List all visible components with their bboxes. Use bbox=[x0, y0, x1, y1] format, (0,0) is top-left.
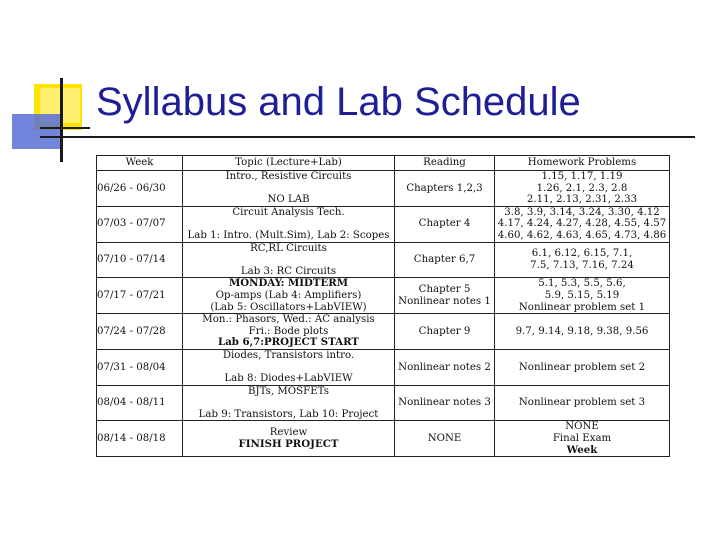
topic-line: Op-amps (Lab 4: Amplifiers) bbox=[215, 289, 362, 301]
week-text: 07/03 - 07/07 bbox=[97, 218, 166, 230]
slide-title: Syllabus and Lab Schedule bbox=[96, 80, 581, 124]
table-row bbox=[97, 242, 670, 278]
homework-line: Week bbox=[566, 444, 598, 456]
homework-line: 6.1, 6.12, 6.15, 7.1, bbox=[531, 248, 633, 260]
topic-line: MONDAY: MIDTERM bbox=[229, 278, 348, 290]
topic-cell bbox=[183, 242, 395, 278]
homework-cell bbox=[495, 421, 670, 457]
table-row bbox=[97, 278, 670, 314]
topic-line: Lab 1: Intro. (Mult.Sim), Lab 2: Scopes bbox=[187, 229, 390, 241]
reading-cell bbox=[395, 242, 495, 278]
reading-text: Nonlinear notes 3 bbox=[398, 397, 491, 409]
week-text: 08/14 - 08/18 bbox=[97, 433, 166, 445]
homework-line: Nonlinear problem set 2 bbox=[518, 361, 646, 373]
reading-cell bbox=[395, 206, 495, 242]
reading-text: NONE bbox=[427, 433, 462, 445]
topic-cell bbox=[183, 171, 395, 207]
week-text: 07/24 - 07/28 bbox=[97, 325, 166, 337]
week-cell bbox=[97, 385, 183, 421]
homework-line: 7.5, 7.13, 7.16, 7.24 bbox=[530, 259, 634, 271]
week-text: 07/31 - 08/04 bbox=[97, 361, 166, 373]
table-row bbox=[97, 349, 670, 385]
week-text: 07/17 - 07/21 bbox=[97, 289, 166, 301]
topic-cell bbox=[183, 385, 395, 421]
topic-cell bbox=[183, 421, 395, 457]
homework-line: 4.60, 4.62, 4.63, 4.65, 4.73, 4.86 bbox=[497, 229, 667, 241]
topic-line: BJTs, MOSFETs bbox=[248, 385, 329, 397]
reading-text: Chapter 9 bbox=[418, 325, 471, 337]
homework-line: 2.11, 2.13, 2.31, 2.33 bbox=[526, 194, 638, 206]
reading-cell bbox=[395, 278, 495, 314]
topic-line: Diodes, Transistors intro. bbox=[222, 349, 355, 361]
week-text: 07/10 - 07/14 bbox=[97, 254, 166, 266]
header-reading: Reading bbox=[395, 156, 495, 171]
homework-line: Nonlinear problem set 3 bbox=[518, 397, 646, 409]
decor-blue-square bbox=[12, 114, 62, 149]
topic-line: Mon.: Phasors, Wed.: AC analysis bbox=[202, 314, 375, 326]
topic-line: Review bbox=[269, 427, 308, 439]
topic-line: FINISH PROJECT bbox=[238, 438, 339, 450]
homework-line: 1.15, 1.17, 1.19 bbox=[541, 171, 623, 182]
reading-cell bbox=[395, 314, 495, 350]
topic-line: Fri.: Bode plots bbox=[248, 325, 329, 337]
topic-cell bbox=[183, 349, 395, 385]
topic-line: NO LAB bbox=[267, 194, 310, 206]
reading-text: Nonlinear notes 2 bbox=[398, 361, 491, 373]
table-row bbox=[97, 314, 670, 350]
header-homework: Homework Problems bbox=[495, 156, 670, 171]
table-row bbox=[97, 171, 670, 207]
week-cell bbox=[97, 242, 183, 278]
week-text: 06/26 - 06/30 bbox=[97, 182, 166, 194]
homework-cell bbox=[495, 171, 670, 207]
topic-line: Circuit Analysis Tech. bbox=[232, 206, 345, 218]
topic-line: Lab 3: RC Circuits bbox=[240, 265, 337, 277]
homework-line: 4.17, 4.24, 4.27, 4.28, 4.55, 4.57 bbox=[497, 218, 667, 230]
title-underline bbox=[40, 136, 695, 138]
decor-vertical-line bbox=[60, 78, 63, 162]
homework-cell bbox=[495, 206, 670, 242]
header-week: Week bbox=[97, 156, 183, 171]
table-row bbox=[97, 385, 670, 421]
reading-cell bbox=[395, 349, 495, 385]
topic-line: RC,RL Circuits bbox=[250, 242, 327, 254]
homework-line: 5.1, 5.3, 5.5, 5.6, bbox=[538, 278, 626, 290]
header-topic: Topic (Lecture+Lab) bbox=[183, 156, 395, 171]
reading-line: Chapter 5 bbox=[418, 284, 471, 296]
reading-cell bbox=[395, 171, 495, 207]
table-row bbox=[97, 421, 670, 457]
week-cell bbox=[97, 171, 183, 207]
week-cell bbox=[97, 349, 183, 385]
homework-cell bbox=[495, 242, 670, 278]
homework-line: Final Exam bbox=[552, 433, 612, 445]
week-text: 08/04 - 08/11 bbox=[97, 397, 166, 409]
homework-line: 9.7, 9.14, 9.18, 9.38, 9.56 bbox=[515, 325, 649, 337]
topic-cell bbox=[183, 314, 395, 350]
decor-short-line bbox=[40, 127, 90, 129]
homework-cell bbox=[495, 314, 670, 350]
week-cell bbox=[97, 314, 183, 350]
reading-line: Nonlinear notes 1 bbox=[398, 295, 491, 307]
homework-line: 5.9, 5.15, 5.19 bbox=[544, 289, 620, 301]
topic-cell bbox=[183, 206, 395, 242]
homework-line: NONE bbox=[565, 421, 599, 433]
reading-text: Chapter 6,7 bbox=[413, 254, 476, 266]
reading-text: Chapters 1,2,3 bbox=[406, 182, 483, 194]
table-header-row bbox=[97, 156, 670, 171]
homework-line: Nonlinear problem set 1 bbox=[518, 301, 646, 313]
reading-cell bbox=[395, 421, 495, 457]
table-row bbox=[97, 206, 670, 242]
week-cell bbox=[97, 278, 183, 314]
topic-line: Intro., Resistive Circuits bbox=[225, 171, 352, 182]
week-cell bbox=[97, 421, 183, 457]
topic-line: Lab 6,7:PROJECT START bbox=[218, 337, 359, 349]
week-cell bbox=[97, 206, 183, 242]
schedule-table bbox=[96, 155, 670, 457]
topic-line: Lab 9: Transistors, Lab 10: Project bbox=[198, 408, 379, 420]
homework-cell bbox=[495, 385, 670, 421]
reading-cell bbox=[395, 385, 495, 421]
homework-line: 3.8, 3.9, 3.14, 3.24, 3.30, 4.12 bbox=[504, 206, 660, 218]
topic-cell bbox=[183, 278, 395, 314]
topic-line: Lab 8: Diodes+LabVIEW bbox=[224, 373, 353, 385]
reading-text: Chapter 4 bbox=[418, 218, 471, 230]
homework-cell bbox=[495, 349, 670, 385]
homework-line: 1.26, 2.1, 2.3, 2.8 bbox=[536, 182, 628, 194]
homework-cell bbox=[495, 278, 670, 314]
topic-line: (Lab 5: Oscillators+LabVIEW) bbox=[210, 301, 367, 313]
